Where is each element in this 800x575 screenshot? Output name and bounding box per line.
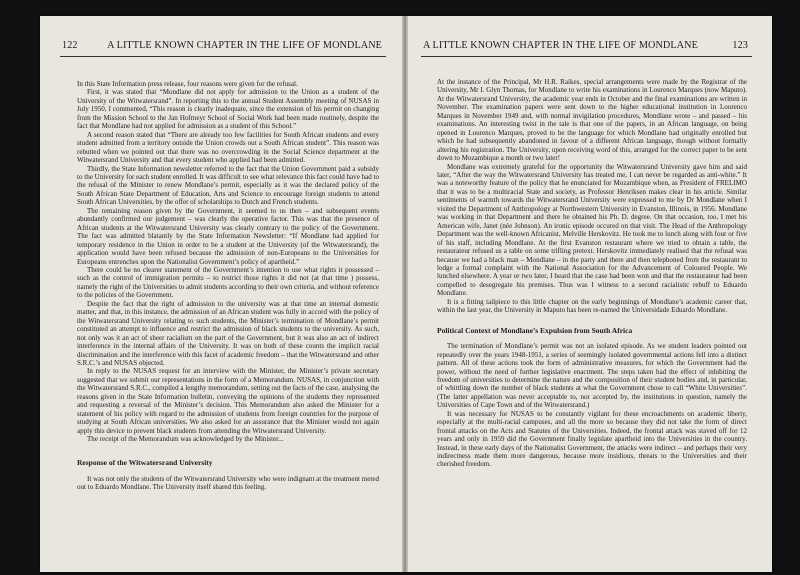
running-head: A LITTLE KNOWN CHAPTER IN THE LIFE OF MONDLANE [107,40,382,51]
section-heading: Political Context of Mondlane’s Expulsion from South Africa [437,325,633,335]
paragraph: In reply to the NUSAS request for an interview with the Minister, the Minister’s private secretary suggested that we submit our representations in the form of a Memorandum. NUSAS, in conjunction with the Witwatersrand S.R.C., compiled a lengthy memorandum, setting out the facts of the case, analysing the reasons given in the State Information bulletin, conveying the opinions of the students they represented and requesting a reversal of the Minister’s decision. This Memorandum also asked the Minister for a statement of his policy with regard to the admission of students from foreign countries for the purpose of studying at South African universities. We also asked for an assurance that the Minister would not again apply this device to prevent black students from attending the Witwatersrand University. [77,367,379,435]
right-page [407,16,772,572]
paragraph: The termination of Mondlane’s permit was not an isolated episode. As we student leaders pointed out repeatedly over the years 1948-1951, a series of seemingly isolated governmental actions fell into a distinct pattern. All of these actions took the form of administrative measures, for which the Government had the power, without the need of further legislative enactment. The steps taken had the effect of inhibiting the freedom of universities to determine the nature and the composition of their student bodies and, in particular, of whittling down the number of black students at what the Government chose to call “White Universities”. (The latter appellation was never acceptable to, nor accepted by, the institutions in question, namely the Universities of Cape Town and of the Witwatersrand.) [437,342,747,410]
header-rule [60,56,386,57]
page-number: 123 [732,40,748,51]
running-head: A LITTLE KNOWN CHAPTER IN THE LIFE OF MONDLANE [423,40,698,51]
paragraph: The receipt of the Memorandum was acknowledged by the Minister... [87,435,284,444]
paragraph: It was not only the students of the Witwatersrand University who were indignant at the treatment meted out to Eduardo Mondlane. The University itself shared this feeling. [77,474,379,492]
paragraph: It is a fitting tailpiece to this little chapter on the early beginnings of Mondlane’s academic career that, within the last year, the University in Maputo has been re-named the Universidade Eduardo Mondlane. [437,297,747,315]
section-heading: Response of the Witwatersrand University [77,458,213,468]
header-rule [421,56,752,57]
paragraph: At the instance of the Principal, Mr H.R. Raikes, special arrangements were made by the Registrar of the University, Mr I. Glyn Thomas, for Mondlane to write his examinations in Lourenco Marques (now Maputo). At the Witwatersrand University, the academic year ends in October and the final examinations are written in November. The examination papers were sent down to the higher educational institution in Lourenco Marques in November 1949 and, with normal invigilation procedures, Mondlane wrote – and passed – his examinations. An interesting twist in the tale is that one of the papers, in an African language, on being opened in Lourenco Marques, proved to be the language for which Mondlane had originally enrolled but which he had subsequently abandoned in favour of a different African language, though without formally altering his registration. The University, upon receiving word of this, arranged for the correct paper to be sent down to Mozambique a month or two later! [437,78,747,163]
paragraph: First, it was stated that “Mondlane did not apply for admission to the Union as a student of the University of the Witwatersrand”. In reporting this to the annual Student Assembly meeting of NUSAS in July 1950, I commented, “This reason is clearly inadequate, since the extension of his permit on changing from the Mission School to the Jan Hofmeyr School of Social Work had been made routinely, despite the fact that Mondlane had not applied for admission as a student of this School.” [77,88,379,131]
paragraph: The remaining reason given by the Government, it seemed to us then – and subsequent events abundantly confirmed our judgement – was clearly the operative factor. This was that the presence of African students at the Witwatersrand University was clearly contrary to the policy of the Government. The fact was admitted blatantly by the State Information Newsletter: “If Mondlane had applied for temporary residence in the Union in order to be a student at the University (of the Witwatersrand), the application would have been refused because the admission of non-Europeans to the Universities for Europeans entrenches upon the Nationalist Government’s policy of apartheid.” [77,206,379,266]
paragraph: It was necessary for NUSAS to be constantly vigilant for these encroachments on academic liberty, especially at the multi-racial campuses, and all the more so because they did not take the form of direct frontal attacks on the Acts and Statutes of the Universities. Indeed, the frontal attack was staved off for 12 years and only in 1959 did the Government finally legislate apartheid into the Universities in the country. Instead, in these early days of the Nationalist Government, the attacks were indirect – and perhaps their very indirectness made them more dangerous, because more insidious, threats to the Universities and their cherished freedom. [437,409,747,469]
right-page-header [423,40,748,56]
left-page-body [77,80,379,492]
left-page-header [62,40,382,56]
right-page-body [437,78,747,469]
page-number: 122 [62,40,78,51]
paragraph: A second reason stated that “There are already too few facilities for South African students and every student admitted from a territory outside the Union crowds out a South African student”. This reason was rebutted when we pointed out that there was no overcrowding in the Social Science department at the Witwatersrand University and that every student who applied had been admitted. [77,130,379,165]
book-spread [40,16,772,572]
paragraph: Despite the fact that the right of admission to the university was at that time an internal domestic matter, and that, in this instance, the admission of an African student was fully in accord with the policy of the Witwatersrand University relating to such students, the Minister’s termination of Mondlane’s permit constituted an attempt to influence and restrict the admission of black students to the university. As such, not only was it an act of sheer racialism on the part of the Government, but it was also an act of indirect interference in the internal affairs of the University. It was on both of these counts the implicit racial discrimination and the interference with this facet of academic freedom – that the Witwatersrand and other S.R.C.’s and NUSAS objected. [77,299,379,367]
left-page [40,16,404,572]
paragraph: Mondlane was extremely grateful for the opportunity the Witwatersrand University gave him and said later, “After the way the Witwatersrand University has treated me, I can never be regarded as anti-white.” It was a noteworthy feature of the policy that he enunciated for Mozambique when, as President of FRELIMO that it was to be a multiracial State and society, as Professor Henriksen makes clear in his article. Similar sentiments of warmth towards the Witwatersrand University were expressed to me by Dr Mondlane when I visited the Department of Anthropology at Northwestern University in Evanston, Illinois, in 1956. Mondlane was working in that Department and there he obtained his Ph. D. degree. On that occasion, too, I met his American wife, Janet (née Johnson). An ironic episode occured on that visit. The Head of the Anthropology Department was the well-known Africanist, Melville Herskovitz. He took me to lunch along with four or five of his staff, including Mondlane. At the first Evanston restaurant where we tried to obtain a table, the restaurateur refused us a table on some trifling pretext. Herskovitz immediately realised that the refusal was because we had a black man – Mondlane – in the party and there and then telephoned from the restaurant to lodge a formal complaint with the National Association for the Advancement of Coloured People. We lunched elsewhere. A year or two later, I heard that the case had been won and that the restaurateur had been compelled to desegregate his premises. Thus was I witness to a second racialistic rebuff to Eduardo Mondlane. [437,162,747,298]
paragraph: Thirdly, the State Information newsletter referred to the fact that the Union Government paid a subsidy to the University for each student enrolled. It was difficult to see what relevance this fact could have had to the refusal of the Minister to renew Mondlane’s permit, especially as it was the declared policy of the South African State Department of Education, Arts and Science to encourage foreign students to attend South African Universities, by the offer of scholarships to Dutch and French students. [77,164,380,207]
paragraph: There could be no clearer statement of the Government’s intention to use what rights it possessed – such as the control of immigration permits – to restrict those rights it did not (at that time ) possess, namely the right of the Universities to admit students according to their own criteria, and without reference to the policies of the Government. [77,265,379,300]
paragraph: In this State Information press release, four reasons were given for the refusal. [77,80,298,88]
